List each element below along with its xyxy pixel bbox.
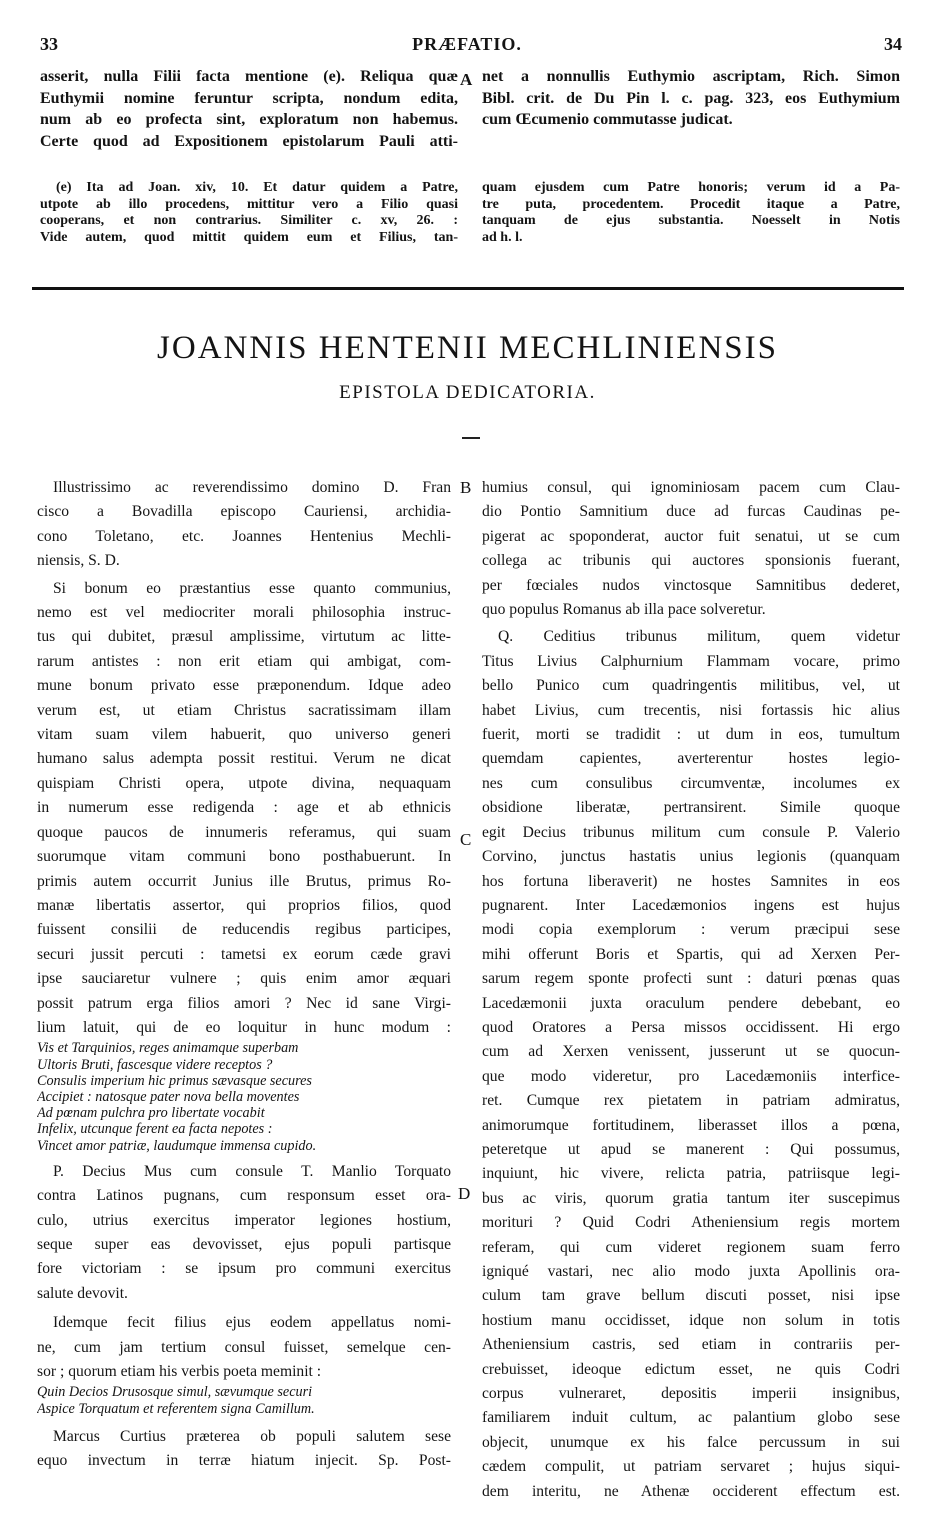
body-line: igniqué vastari, nec alio modo juxta Apollinis ora- [482,1263,900,1280]
verse-line: Consulis imperium hic primus sævasque secures [37,1072,312,1089]
verse-line: Vis et Tarquinios, reges animamque superbam [37,1040,299,1057]
body-line: nemo est vel mediocriter morali philosophia instruc- [37,604,451,622]
body-line: possit patrum erga filios amori ? Nec id sane Virgi- [37,994,451,1012]
body-line: cono Toletano, etc. Joannes Hentenius Mechli- [37,527,451,545]
body-line: inquiunt, hic vivere, relicta patria, patriisque legi- [482,1165,900,1183]
footnote-line: ad h. l. [482,229,523,245]
body-line: vitam suam vilem habuerit, quo universo generi [37,726,451,744]
body-line: Titus Livius Calphurnium Flammam vocare, primo [482,652,900,670]
preface-line: asserit, nulla Filii facta mentione (e). Reliqua quæ [40,68,458,85]
verse-quotation [37,1040,451,1153]
verse-line: Accipiet : natosque pater nova bella moventes [37,1088,300,1105]
body-line: contra Latinos pugnans, cum responsum esset ora- [37,1187,451,1205]
body-line: dio Pontio Samnitium duce ad furcas Caudinas pe- [482,503,900,521]
left-body-column [37,476,451,1474]
preface-line: Euthymii nomine feruntur scripta, nondum edita, [40,89,458,107]
body-line: ne, cum jam tertium consul fuisset, semelque cen- [37,1338,451,1356]
body-line: fuerit, morti se tradidit : ut dum in eos, tumultum [482,726,900,744]
top-left-column [40,66,458,152]
paragraph [37,1425,451,1474]
footnote-left [40,180,458,246]
body-line: quod Oratores a Persa missos occidissent. Hi ergo [482,1018,900,1036]
body-line: Marcus Curtius præterea ob populi salutem sese [53,1427,451,1445]
margin-letter-c: C [460,830,472,849]
body-line: cum ad Xerxen venissent, jusserunt ut se quocun- [482,1043,900,1061]
body-line: fuissent consilii de reducendis regibus participes, [37,921,451,939]
body-line: cisco a Bovadilla episcopo Cauriensi, archidia- [37,503,451,521]
body-line: cædem compulit, ut patriam servaret ; hujus siqui- [482,1458,900,1476]
footnote-line: quam ejusdem cum Patre honoris; verum id a Pa- [482,180,900,195]
body-line: animorumque fortitudinem, liberasset illos a pœna, [482,1116,900,1134]
body-line: Si bonum eo præstantius esse quanto communius, [53,579,451,597]
preface-line: Bibl. crit. de Du Pin l. c. pag. 323, eos Euthymium [482,89,900,107]
body-line: familiarem induit cultum, ac palantium globo sese [482,1409,900,1427]
body-line: hostium manu occidisset, idque non solum in totis [482,1311,900,1329]
body-line: quispiam Christi opera, utpote divina, nequaquam [37,774,451,792]
verse-line: Vincet amor patriæ, laudumque immensa cupido. [37,1137,317,1154]
body-line: egit Decius tribunus militum cum consule P. Valerio [482,823,900,841]
top-right-column [482,66,900,131]
body-line: Q. Ceditius tribunus militum, quem videtur [498,628,900,646]
body-line: in numerum esse redigenda : age et ab ethnicis [37,799,451,817]
paragraph [37,1311,451,1384]
page-number-left: 33 [40,34,58,54]
epistle-title: JOANNIS HENTENII MECHLINIENSIS [157,330,778,366]
verse-line: Infelix, utcunque ferent ea facta nepotes : [37,1121,273,1138]
body-line: pigerat ac spoponderat, auctor fuit senatui, ut se cum [482,527,900,545]
body-line: Corvino, junctus hastatis unius legionis (quanquam [482,848,900,866]
body-line: que modo videretur, pro Lacedæmoniis interfice- [482,1067,900,1085]
paragraph [37,1160,451,1306]
body-line: rarum antistes : non erit etiam qui ambigat, com- [37,652,451,670]
body-line: salute devovit. [37,1284,128,1302]
body-line: Lacedæmonii juxta oraculum pendere debebant, eo [482,994,900,1012]
body-line: P. Decius Mus cum consule T. Manlio Torquato [53,1162,451,1180]
body-line: sarum regem sponte profecti sunt : daturi pœnas quas [482,970,900,988]
body-line: bello Punico cum quadringentis militibus, vel, ut [482,677,900,695]
body-line: morituri ? Quid Codri Atheniensium regis mortem [482,1214,900,1232]
margin-letter-d: D [458,1184,471,1203]
footnote-line: cooperans, et non contrarius. Similiter c. xv, 26. : [40,213,458,228]
body-line: nes cum consulibus circumventæ, incolumes ex [482,774,900,792]
preface-line: num ab eo profecta sint, exploratum non habemus. [40,111,458,128]
body-line: quemdam capientes, averterentur hostes legio- [482,750,900,768]
section-rule [32,287,904,290]
body-line: collega ac tribunis qui auctores sponsionis fuerant, [482,552,900,570]
body-line: lium latuit, qui de eo loquitur in hunc modum : [37,1018,451,1036]
body-line: tus qui dubitet, præsul amplissime, virtutum ac litte- [37,628,451,646]
footnote-right [482,180,900,246]
body-line: sor ; quorum etiam his verbis poeta meminit : [37,1363,322,1381]
body-line: habet Livius, cum trecentis, nisi fortassis hic alius [482,701,900,719]
body-line: referam, qui cum videret regionem suam ferro [482,1238,900,1256]
salutation-paragraph [37,476,451,574]
body-line: ipse sauciaretur vulnere ; quis enim amor æquari [37,970,451,988]
body-line: securi jussit percuti : tametsi ex eorum cæde gravi [37,945,451,963]
body-line: corpus vulneraret, depositis imperii insignibus, [482,1385,900,1403]
body-line: primis autem occurrit Junius ille Brutus, primus Ro- [37,872,451,890]
body-line: culum tam grave bellum discuti posset, nisi ipse [482,1287,900,1305]
preface-line: cum Œcumenio commutasse judicat. [482,111,733,128]
epistle-subtitle: EPISTOLA DEDICATORIA. [339,382,596,403]
verse-line: Ad pœnam pulchra pro libertate vocabit [37,1105,265,1122]
body-line: manæ libertatis assertor, qui proprios filios, quod [37,896,451,914]
body-line: quo populus Romanus ab illa pace solveretur. [482,601,766,619]
running-title: PRÆFATIO. [412,34,522,54]
footnote-line: Vide autem, quod mittit quidem eum et Filius, tan- [40,229,458,245]
body-line: mihi offerunt Boris et Spartis, qui ad Xerxen Per- [482,945,900,963]
body-line: hos fortuna liberaverit) ne hostes Samnites in eos [482,872,900,890]
body-line: humius consul, qui ignominiosam pacem cum Clau- [482,479,900,496]
body-line: quoque paucos de innumeris referamus, qui suam [37,823,451,841]
body-line: obsidione liberatæ, pertransirent. Simile quoque [482,799,900,817]
preface-line: net a nonnullis Euthymio ascriptam, Rich. Simon [482,68,900,85]
paragraph-gap [37,1417,451,1425]
body-line: dem interitu, ne Athenæ occiderent effectum est. [482,1482,900,1500]
body-line: modi copia exemplorum : verum præcipui sese [482,921,900,939]
title-dash [462,437,480,439]
body-line: Atheniensium castris, sed etiam in contrariis per- [482,1336,900,1354]
body-line: culo, utrius exercitus imperator legiones hostium, [37,1211,451,1229]
paragraph [482,476,900,622]
body-line: seque super eas devovisset, ejus populi partisque [37,1235,451,1253]
body-line: Illustrissimo ac reverendissimo domino D. Fran [53,479,451,496]
body-line: peteretque ut apud se manerent : Qui possumus, [482,1140,900,1158]
verse-line: Aspice Torquatum et referentem signa Camillum. [37,1400,315,1417]
body-line: bus ac viris, quorum gratia tantum iter suscepimus [482,1189,900,1207]
margin-letter-b: B [460,478,472,497]
body-line: mune bonum privato esse præponendum. Idque adeo [37,677,451,695]
verse-line: Ultoris Bruti, fascesque videre receptos ? [37,1056,273,1073]
running-header [32,34,902,58]
footnote-line: tanquam de ejus substantia. Noesselt in Notis [482,213,900,228]
margin-letter-a: A [460,70,473,89]
body-line: humano salus adempta possit restitui. Verum ne dicat [37,750,451,768]
page-number-right: 34 [884,34,902,54]
paragraph [37,577,451,1041]
paragraph [482,625,900,1504]
body-line: ret. Cumque rex pietatem in patriam admiratus, [482,1092,900,1110]
body-line: crebuisset, ideoque edictum esset, ne quis Codri [482,1360,900,1378]
right-body-column [482,476,900,1504]
verse-line: Quin Decios Drusosque simul, sævumque securi [37,1384,313,1401]
body-line: fore victoriam : se ipsum pro communi exercitus [37,1260,451,1278]
body-line: suorumque vitam communi bono posthabuerunt. In [37,848,451,866]
body-line: pugnarent. Inter Lacedæmonios ingens est hujus [482,896,900,914]
body-line: Idemque fecit filius ejus eodem appellatus nomi- [53,1314,451,1332]
body-line: verum est, ut etiam Christus sacratissimam illam [37,701,451,719]
body-line: objecit, unumque ex his falce percussum in sui [482,1433,900,1451]
body-line: equo invectum in terræ hiatum injecit. Sp. Post- [37,1452,451,1470]
footnote-line: utpote ab illo procedens, mittitur vero a Filio quasi [40,196,458,212]
footnote-line: tre puta, procedentem. Procedit itaque a Patre, [482,196,900,212]
body-line: niensis, S. D. [37,552,120,570]
body-line: per fœciales nudos vinctosque Samnitibus dederet, [482,576,900,594]
footnote-line: (e) Ita ad Joan. xiv, 10. Et datur quidem a Patre, [56,180,458,195]
preface-line: Certe quod ad Expositionem epistolarum Pauli atti- [40,132,458,150]
verse-quotation [37,1384,451,1416]
